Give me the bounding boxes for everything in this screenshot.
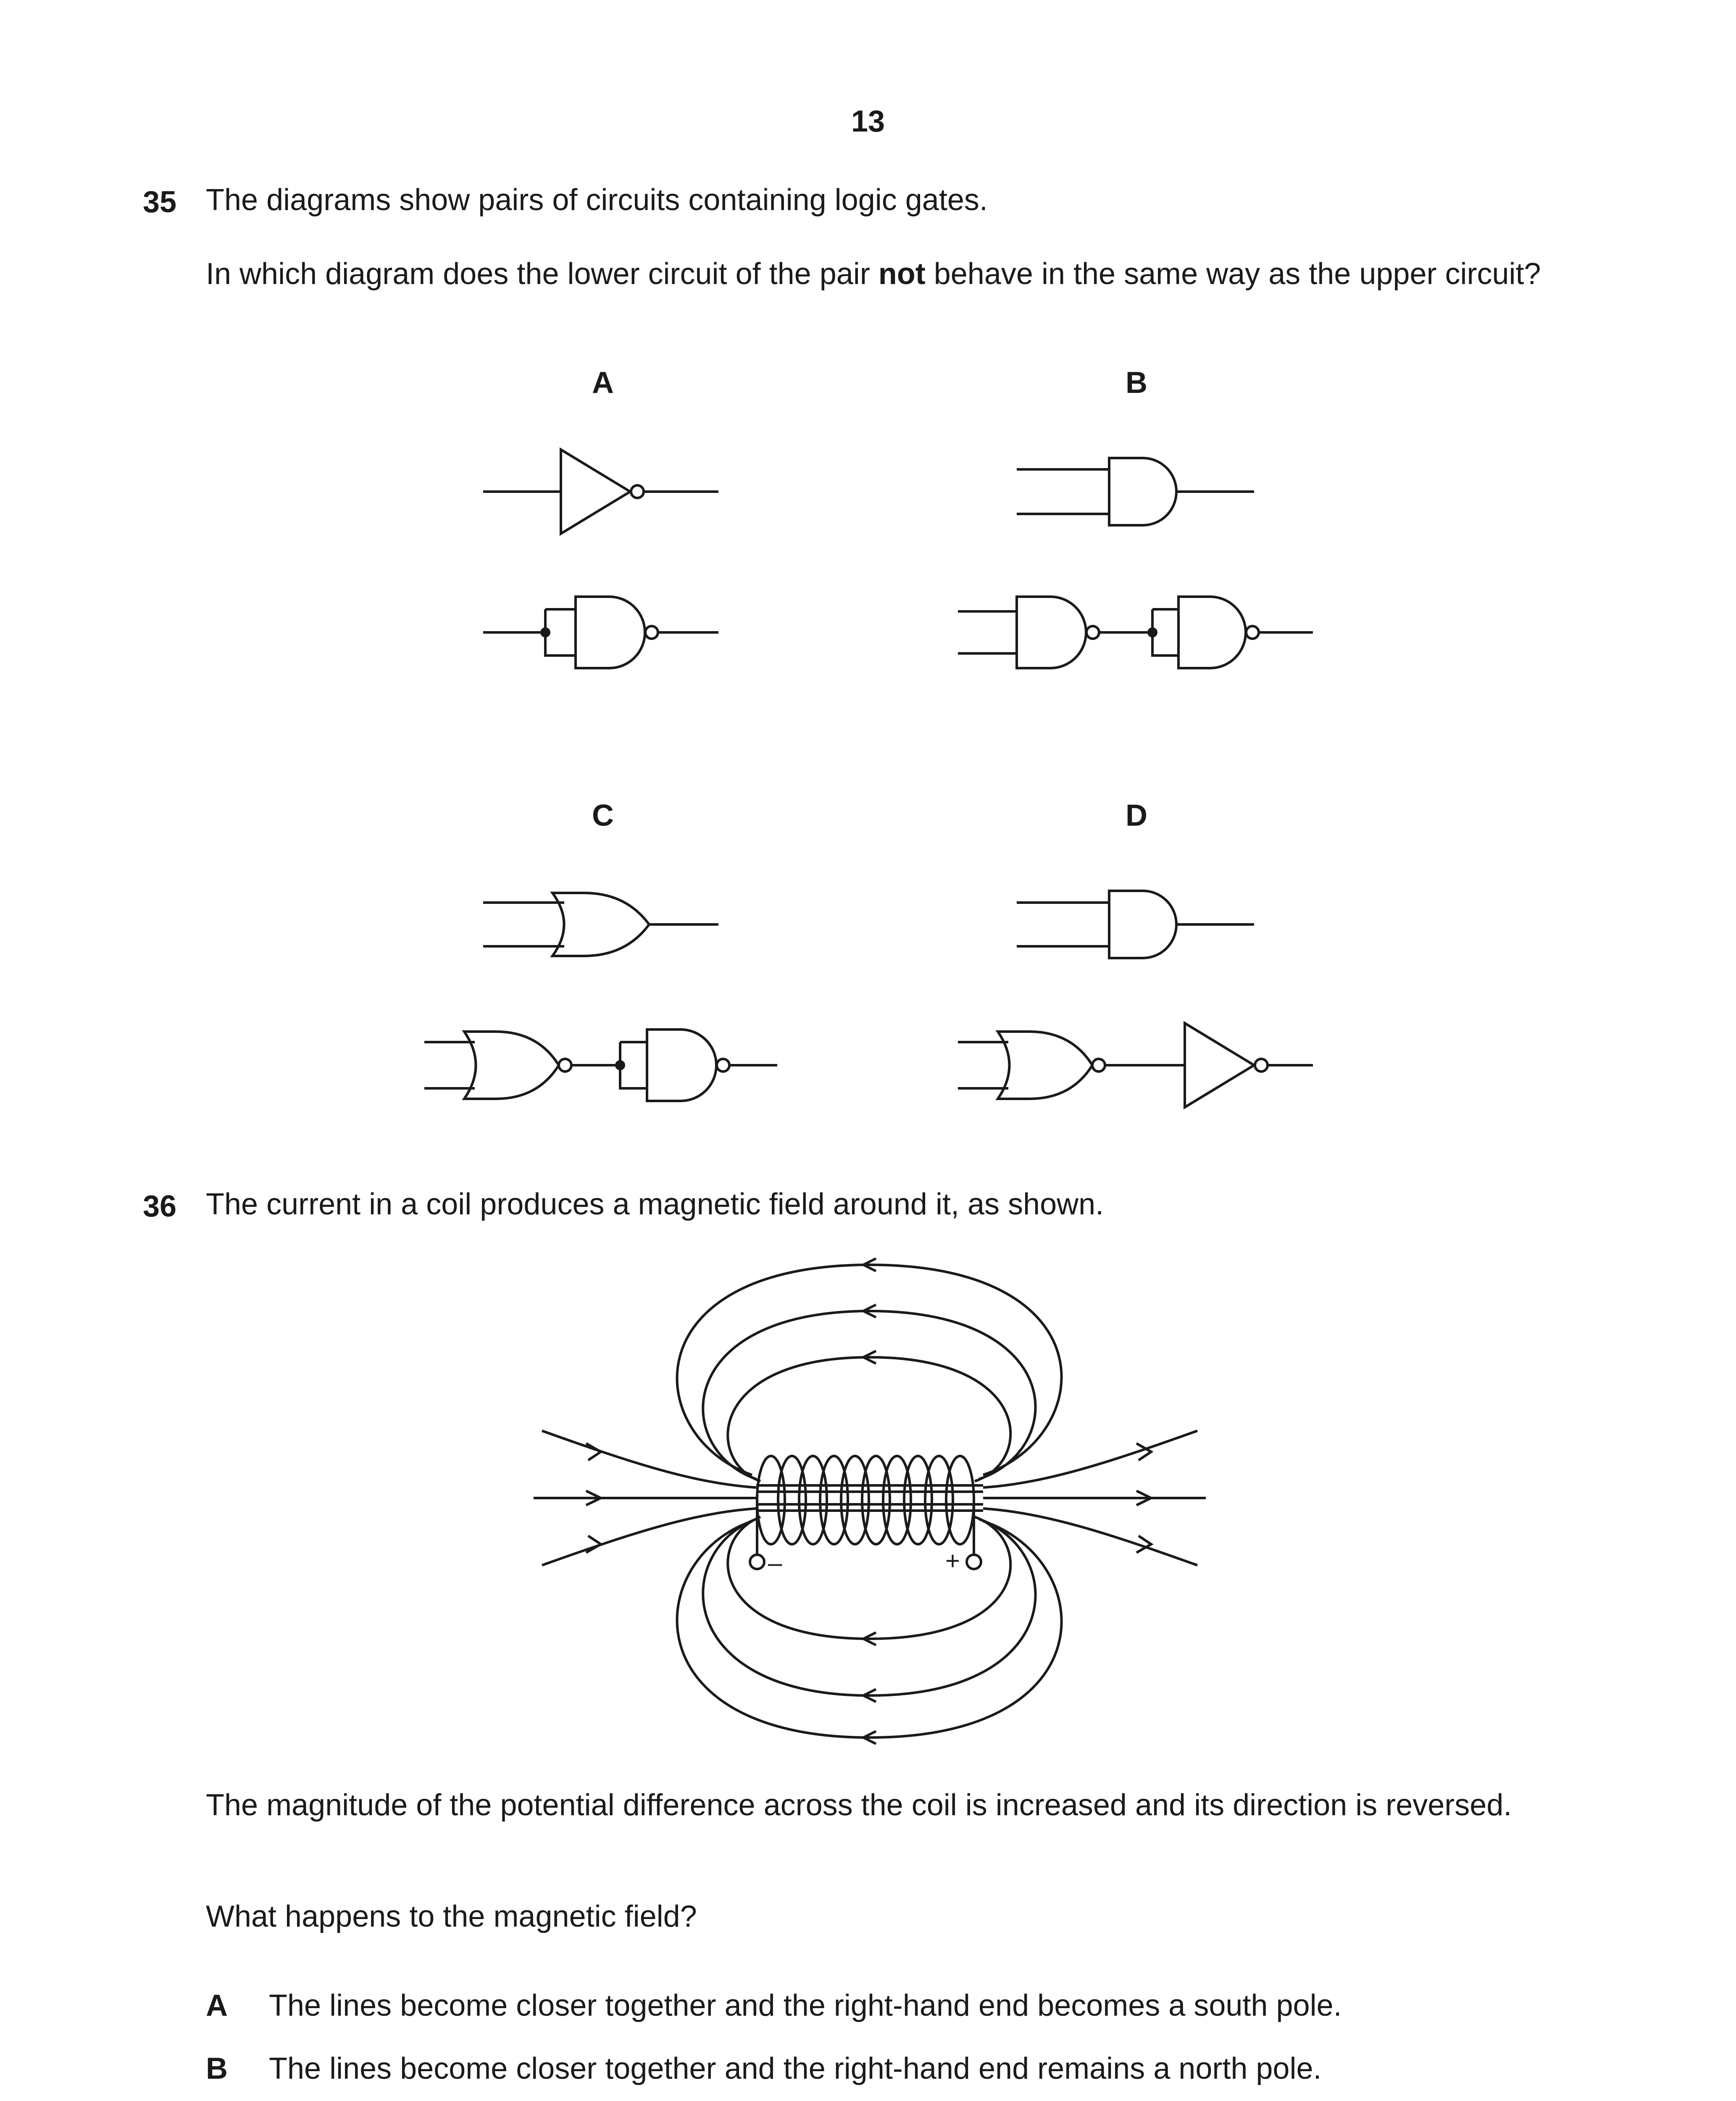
option-a-text: The lines become closer together and the right-hand end becomes a south pole. [269, 1989, 1342, 2022]
diagram-d-lower-nor-not [958, 1023, 1313, 1107]
diagram-a-upper-not-gate [483, 450, 718, 534]
question-36-stem: The current in a coil produces a magnetic field around it, as shown. [206, 1187, 1104, 1221]
diagram-label-c: C [592, 799, 614, 832]
negative-terminal-label: – [768, 1549, 782, 1577]
option-b-text: The lines become closer together and the right-hand end remains a north pole. [269, 2052, 1322, 2085]
page-number: 13 [851, 105, 885, 138]
question-35-stem: The diagrams show pairs of circuits containing logic gates. [206, 183, 988, 217]
diagram-label-d: D [1126, 799, 1147, 832]
coil-magnetic-field-diagram [0, 1219, 1736, 1765]
diagram-b-lower-nand-nand [958, 597, 1313, 668]
question-36-change: The magnitude of the potential difference across the coil is increased and its direction is reversed. [206, 1788, 1512, 1822]
prompt-part-2: behave in the same way as the upper circuit? [925, 257, 1541, 291]
diagram-a-lower-nand-gate [483, 597, 718, 668]
diagram-c-lower-nor-nand [424, 1029, 777, 1101]
diagram-label-a: A [592, 366, 614, 400]
upper-field-loops [677, 1258, 1062, 1481]
prompt-part-1: In which diagram does the lower circuit of the pair [206, 257, 879, 291]
option-b-letter: B [206, 2052, 228, 2085]
diagram-d-upper-and-gate [1017, 891, 1254, 958]
question-36-question: What happens to the magnetic field? [206, 1900, 697, 1933]
diagram-c-upper-or-gate [483, 893, 718, 956]
coil-terminals [750, 1547, 981, 1577]
diagram-b-upper-and-gate [1017, 458, 1254, 525]
prompt-emphasis: not [878, 257, 926, 291]
question-35-number: 35 [143, 185, 177, 219]
lower-field-loops [677, 1517, 1062, 1744]
question-36-number: 36 [143, 1190, 177, 1223]
option-a-letter: A [206, 1989, 228, 2022]
positive-terminal-label: + [945, 1547, 960, 1575]
diagram-label-b: B [1126, 366, 1147, 400]
